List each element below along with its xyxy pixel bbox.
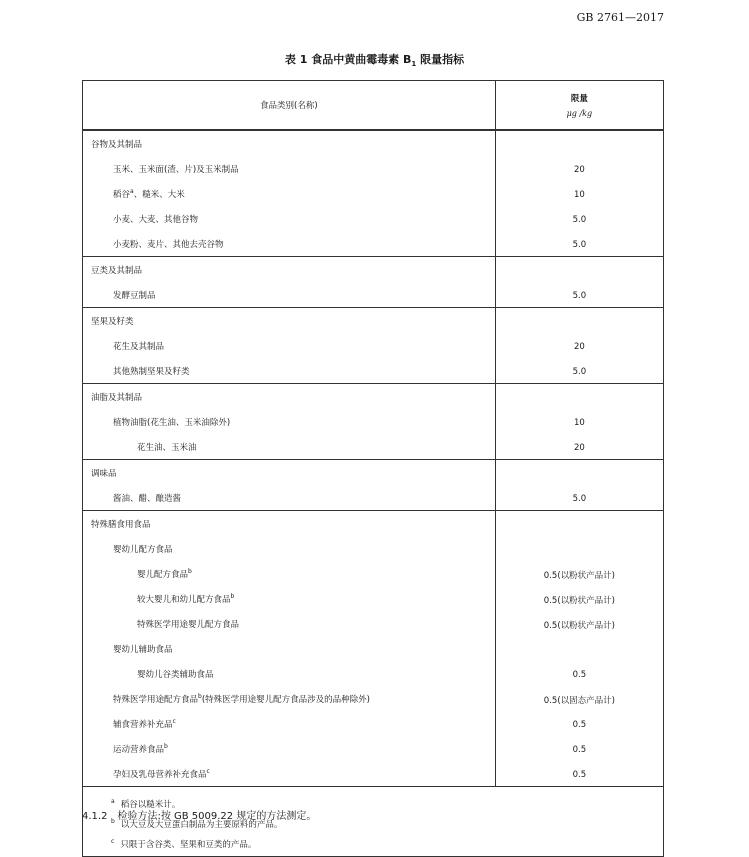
table-row (83, 761, 664, 787)
footnote-letter: b (111, 818, 115, 825)
limit-value (495, 257, 663, 283)
food-category-suffix: (特殊医学用途婴儿配方食品涉及的品种除外) (201, 694, 370, 705)
unit-label: μg /kg (566, 109, 593, 118)
food-category-name: 发酵豆制品 (113, 290, 156, 301)
footnote-mark: c (206, 767, 210, 775)
table-row (83, 661, 664, 686)
limit-value: 10 (495, 181, 663, 206)
table-row (83, 460, 664, 486)
footnote-text: 只限于含谷类、坚果和豆类的产品。 (120, 839, 257, 850)
limit-value (495, 536, 663, 561)
table-row (83, 409, 664, 434)
table-row (83, 130, 664, 156)
food-category-name: 特殊医学用途配方食品 (113, 694, 199, 705)
limit-value: 0.5 (495, 761, 663, 787)
limit-value: 20 (495, 434, 663, 460)
limit-value: 0.5 (495, 711, 663, 736)
food-category-cell (83, 384, 496, 410)
food-category-cell (83, 206, 496, 231)
food-category-cell (83, 485, 496, 511)
food-category-name: 调味品 (91, 468, 117, 479)
table-row (83, 636, 664, 661)
food-category-name: 玉米、玉米面(渣、片)及玉米制品 (113, 164, 239, 175)
limit-value: 20 (495, 156, 663, 181)
food-category-name: 婴幼儿配方食品 (113, 544, 173, 555)
food-category-name: 小麦、大麦、其他谷物 (113, 214, 199, 225)
table-header-row (83, 81, 664, 131)
limit-value (495, 511, 663, 537)
food-category-cell (83, 536, 496, 561)
footnote-mark: b (164, 742, 168, 750)
food-category-cell (83, 409, 496, 434)
limit-value: 5.0 (495, 358, 663, 384)
food-category-name: 植物油脂(花生油、玉米油除外) (113, 417, 231, 428)
table-row (83, 434, 664, 460)
limit-value (495, 308, 663, 334)
food-category-cell (83, 686, 496, 711)
limit-value (495, 460, 663, 486)
limit-value: 5.0 (495, 282, 663, 308)
limit-value: 0.5(以粉状产品计) (495, 586, 663, 611)
table-row (83, 611, 664, 636)
food-category-cell (83, 434, 496, 460)
food-category-name: 豆类及其制品 (91, 265, 143, 276)
footnote-letter: c (111, 838, 115, 845)
category-column-header: 食品类别(名称) (83, 81, 496, 131)
food-category-cell (83, 586, 496, 611)
food-category-cell (83, 231, 496, 257)
food-category-cell (83, 130, 496, 156)
food-category-cell (83, 761, 496, 787)
limit-value: 0.5 (495, 736, 663, 761)
table-row (83, 736, 664, 761)
food-category-cell (83, 257, 496, 283)
table-row (83, 257, 664, 283)
limit-value (495, 384, 663, 410)
table-row (83, 586, 664, 611)
table-row (83, 358, 664, 384)
footnote-mark: c (172, 717, 176, 725)
table-row (83, 181, 664, 206)
clause-text: 检验方法:按 GB 5009.22 规定的方法测定。 (117, 811, 317, 822)
clause-4-1-2 (82, 807, 316, 822)
food-category-cell (83, 156, 496, 181)
limit-value: 0.5(以粉状产品计) (495, 561, 663, 586)
food-category-cell (83, 308, 496, 334)
food-category-cell (83, 460, 496, 486)
standard-number: GB 2761—2017 (576, 11, 664, 24)
limit-value: 0.5 (495, 661, 663, 686)
limit-value: 10 (495, 409, 663, 434)
footnote (111, 832, 663, 852)
table-row (83, 282, 664, 308)
limit-column-header (495, 81, 663, 131)
table-title-text: 表 1 食品中黄曲霉毒素 B (284, 53, 412, 66)
table-row (83, 485, 664, 511)
food-category-cell (83, 333, 496, 358)
table-title-suffix: 限量指标 (416, 53, 465, 66)
table-row (83, 686, 664, 711)
food-category-cell (83, 282, 496, 308)
food-category-name: 婴幼儿辅助食品 (113, 644, 173, 655)
limit-value: 0.5(以粉状产品计) (495, 611, 663, 636)
table-row (83, 231, 664, 257)
food-category-name: 其他熟制坚果及籽类 (113, 366, 190, 377)
aflatoxin-limit-table (82, 80, 664, 857)
table-row (83, 711, 664, 736)
food-category-name: 特殊医学用途婴儿配方食品 (137, 619, 240, 630)
food-category-suffix: 、糙米、大米 (133, 189, 185, 200)
table-title-subscript: 1 (411, 60, 417, 69)
clause-number: 4.1.2 (82, 811, 108, 822)
footnote-mark: a (130, 187, 134, 195)
food-category-name: 酱油、醋、酿造酱 (113, 493, 182, 504)
limit-value: 20 (495, 333, 663, 358)
food-category-name: 小麦粉、麦片、其他去壳谷物 (113, 239, 224, 250)
table-title (0, 51, 749, 68)
food-category-cell (83, 561, 496, 586)
limit-value: 5.0 (495, 485, 663, 511)
limit-value (495, 130, 663, 156)
food-category-name: 运动营养食品 (113, 744, 165, 755)
table-row (83, 308, 664, 334)
food-category-cell (83, 736, 496, 761)
footnote-mark: b (198, 692, 202, 700)
food-category-name: 稻谷 (113, 189, 131, 200)
food-category-name: 花生及其制品 (113, 341, 165, 352)
footnote-text: 稻谷以糙米计。 (120, 799, 181, 810)
food-category-name: 油脂及其制品 (91, 392, 143, 403)
food-category-name: 孕妇及乳母营养补充食品 (113, 769, 207, 780)
limit-value (495, 636, 663, 661)
table-row (83, 333, 664, 358)
footnote-mark: b (230, 592, 235, 600)
food-category-cell (83, 661, 496, 686)
footnote-mark: b (188, 567, 192, 575)
table-row (83, 536, 664, 561)
limit-value: 5.0 (495, 206, 663, 231)
table-row (83, 206, 664, 231)
food-category-cell (83, 511, 496, 537)
food-category-name: 坚果及籽类 (91, 316, 134, 327)
table-row (83, 156, 664, 181)
food-category-cell (83, 611, 496, 636)
food-category-name: 婴幼儿谷类辅助食品 (137, 669, 214, 680)
table-row (83, 384, 664, 410)
footnote-letter: a (111, 798, 115, 805)
food-category-name: 辅食营养补充品 (113, 719, 173, 730)
food-category-cell (83, 711, 496, 736)
food-category-name: 谷物及其制品 (91, 139, 143, 150)
limit-label: 限量 (570, 94, 588, 104)
food-category-cell (83, 181, 496, 206)
food-category-name: 较大婴儿和幼儿配方食品 (137, 594, 231, 605)
food-category-name: 特殊膳食用食品 (91, 519, 151, 530)
table-row (83, 561, 664, 586)
food-category-cell (83, 358, 496, 384)
table-row (83, 511, 664, 537)
limit-value: 5.0 (495, 231, 663, 257)
food-category-name: 婴儿配方食品 (137, 569, 189, 580)
footnote-text: 以大豆及大豆蛋白制品为主要原料的产品。 (120, 819, 283, 830)
limit-value: 0.5(以固态产品计) (495, 686, 663, 711)
food-category-cell (83, 636, 496, 661)
food-category-name: 花生油、玉米油 (137, 442, 197, 453)
